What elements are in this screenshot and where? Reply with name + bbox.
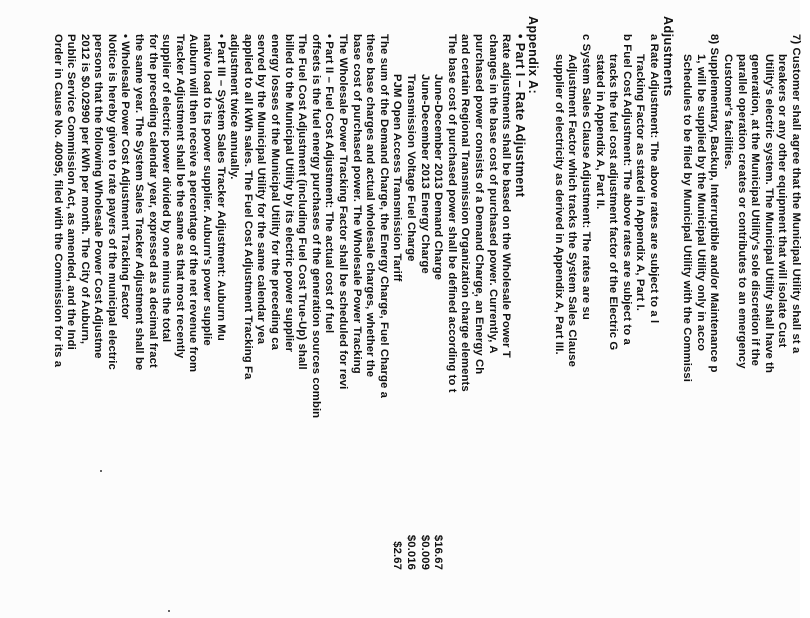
section-heading: Adjustments (660, 16, 675, 97)
rate-label: PJM Open Access Transmission Tariff (391, 74, 404, 282)
text-line: • Part II – Fuel Cost Adjustment: The actual cost of fuel (323, 34, 336, 334)
rate-value: $0.009 (418, 534, 431, 570)
text-line: offsets is the fuel energy purchases of the generation sources combin (309, 34, 322, 419)
text-line: purchased power consists of a Demand Charge, an Energy Ch (472, 34, 485, 375)
text-line: adjustment twice annually. (228, 34, 241, 180)
rate-value: $2.67 (391, 541, 404, 570)
text-line: Rate adjustments shall be based on the Wholesale Power T (500, 34, 513, 358)
text-line: Tracker Adjustment shall be the same as that most recently (173, 34, 186, 359)
text-line: base cost of purchased power. The Wholesale Power Tracking (350, 34, 363, 374)
rotated-document (10, 8, 810, 608)
text-line: native load to its power supplier. Auburn's power supplie (201, 34, 214, 346)
spacer (674, 16, 680, 576)
text-line: Customer's facilities. (722, 54, 735, 170)
text-line: Public Service Commission Act, as amended, and the Indi (65, 34, 78, 350)
text-line: these base charges and actual wholesale charges, whether the (364, 34, 377, 378)
text-line: applied to all kWh sales. The Fuel Cost Adjustment Tracking Fa (241, 34, 254, 380)
text-line: • Wholesale Power Cost Adjustment Tracking Factor (119, 34, 132, 320)
rate-value: $0.016 (404, 534, 417, 570)
rate-row (390, 16, 404, 576)
section-heading: Appendix A: (526, 16, 541, 95)
text-line: parallel operation creates or contributes to an emergency (735, 54, 748, 369)
text-line: Auburn will then receive a percentage of the net revenue from (187, 34, 200, 373)
rate-row (431, 16, 445, 576)
rate-label: June-December 2013 Demand Charge (432, 74, 445, 280)
text-line: Tracking Factor as stated in Appendix A, Part I. (634, 54, 647, 311)
text-line: energy losses of the Municipal Utility for the preceding ca (269, 34, 282, 351)
text-line: Adjustment Factor which tracks the System Sales Clause (566, 54, 579, 368)
text-line: and certain Regional Transmission Organization charge elements (459, 34, 472, 392)
text-line: billed to the Municipal Utility by its electric power supplier (282, 34, 295, 353)
text-line: a Rate Adjustment: The above rates are subject to a l (648, 34, 661, 324)
text-line: The sum of the Demand Charge, the Energy Charge, Fuel Charge a (377, 34, 390, 399)
rate-row (417, 16, 431, 576)
rate-label: June-December 2013 Energy Charge (418, 74, 431, 274)
text-line: Schedules to be filed by Municipal Utility with the Commissi (681, 54, 694, 383)
document-text-column (50, 16, 802, 576)
rate-label: Transmission Voltage Fuel Charge (404, 74, 417, 262)
text-line: generation, at the Municipal Utility's sole discretion if the (749, 54, 762, 366)
text-line: c System Sales Clause Adjustment: The rates are su (580, 34, 593, 320)
text-line: 2012 is $0.02990 per kWh per month. The City of Auburn, (78, 34, 91, 345)
text-line: stated in Appendix A, Part II. (593, 54, 606, 210)
text-line: tracks the fuel cost adjustment factor of the Electric G (607, 54, 620, 351)
text-line: the same year. The System Sales Tracker Adjustment shall be (133, 34, 146, 371)
text-line: for the preceding calendar year, expressed as a decimal fract (146, 34, 159, 368)
spacer (539, 16, 551, 576)
text-line: changes in the base cost of purchased power. Currently, A (486, 34, 499, 354)
text-line: supplier of electric power divided by one minus the total (160, 34, 173, 343)
text-line: Notice is hereby given to rate payers of the municipal electric (105, 34, 118, 370)
text-line: b Fuel Cost Adjustment: The above rates are subject to a (620, 34, 633, 345)
text-line: Order in Cause No. 40095, filed with the Commission for its a (51, 34, 64, 368)
text-line: Utility's electric system. The Municipal Utility shall have th (762, 54, 775, 374)
text-line: 7) Customer shall agree that the Municipal Utility shall st a (790, 34, 802, 354)
section-heading: • Part I – Rate Adjustment (512, 34, 527, 198)
rate-value: $16.67 (432, 534, 445, 570)
scan-speck (168, 610, 170, 612)
rate-row (403, 16, 417, 576)
text-line: 1, will be supplied by the Municipal Utility only in acco (694, 54, 707, 351)
text-line: The base cost of purchased power shall be defined according to t (445, 34, 458, 393)
text-line: • Part III – System Sales Tracker Adjustment: Auburn Mu (214, 34, 227, 341)
text-line: supplier of electricity as derived in Appendix A, Part III. (552, 54, 565, 355)
text-line: The Fuel Cost Adjustment (including Fuel Cost True-Up) shall (296, 34, 309, 370)
text-line: breakers or any other equipment that will isolate Cust (776, 54, 789, 348)
text-line: persons that the following Wholesale Power Cost Adjustme (92, 34, 105, 359)
text-line: 8) Supplementary, Backup, Interruptible and/or Maintenance p (708, 34, 721, 373)
text-line: served by the Municipal Utility for the same calendar yea (255, 34, 268, 345)
text-line: The Wholesale Power Tracking Factor shall be scheduled for revi (337, 34, 349, 390)
